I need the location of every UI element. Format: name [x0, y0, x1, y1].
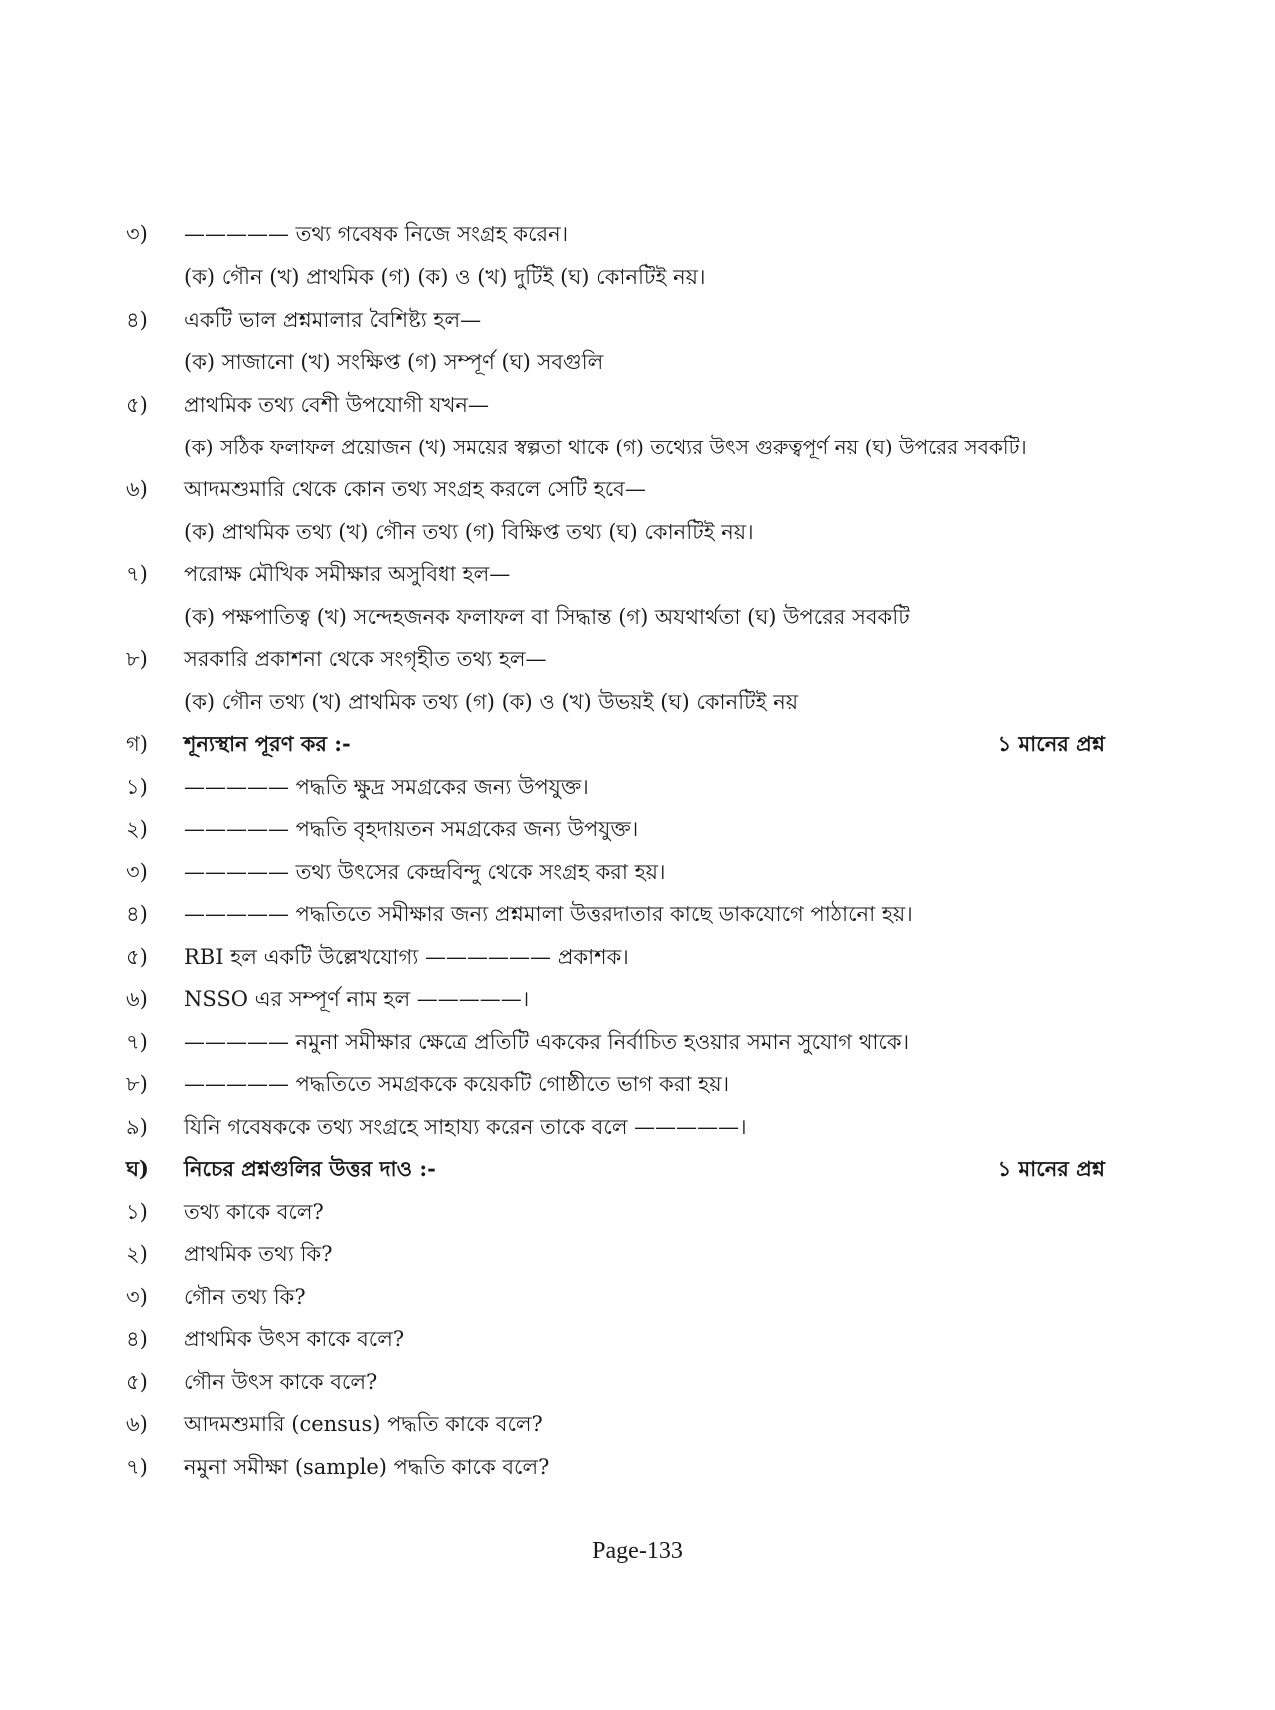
options-text: (ক) গৌন (খ) প্রাথমিক (গ) (ক) ও (খ) দুটিই (ঘ) কোনটিই নয়। [184, 265, 706, 289]
section-marks: ১ মানের প্রশ্ন [997, 731, 1105, 756]
item-text: ————— পদ্ধতিতে সমগ্রককে কয়েকটি গোষ্ঠীতে ভাগ করা হয়। [184, 1072, 730, 1096]
item-text: নমুনা সমীক্ষা (sample) পদ্ধতি কাকে বলে? [184, 1455, 550, 1479]
item-text: প্রাথমিক উৎস কাকে বলে? [184, 1327, 405, 1351]
question-text: পরোক্ষ মৌখিক সমীক্ষার অসুবিধা হল— [184, 562, 511, 586]
item-text: প্রাথমিক তথ্য কি? [184, 1242, 333, 1266]
item-text: তথ্য কাকে বলে? [184, 1200, 324, 1224]
section-number: গ) [126, 732, 148, 756]
item-text: ————— নমুনা সমীক্ষার ক্ষেত্রে প্রতিটি এককের নির্বাচিত হওয়ার সমান সুযোগ থাকে। [184, 1030, 910, 1054]
item-text: যিনি গবেষককে তথ্য সংগ্রহে সাহায্য করেন তাকে বলে —————। [184, 1115, 747, 1139]
item-number: ৯) [126, 1115, 148, 1139]
question-number: ৩) [126, 222, 148, 246]
item-number: ৮) [126, 1072, 148, 1096]
item-number: ৪) [126, 902, 148, 926]
item-number: ২) [126, 817, 148, 841]
item-text: গৌন তথ্য কি? [184, 1285, 306, 1309]
item-number: ৫) [126, 945, 148, 969]
options-text: (ক) গৌন তথ্য (খ) প্রাথমিক তথ্য (গ) (ক) ও (খ) উভয়ই (ঘ) কোনটিই নয় [184, 690, 799, 714]
question-number: ৮) [126, 647, 148, 671]
section-title: নিচের প্রশ্নগুলির উত্তর দাও :- [184, 1156, 436, 1181]
question-number: ৪) [126, 308, 148, 332]
item-number: ৬) [126, 1412, 148, 1436]
item-text: ————— পদ্ধতিতে সমীক্ষার জন্য প্রশ্নমালা উত্তরদাতার কাছে ডাকযোগে পাঠানো হয়। [184, 902, 913, 926]
item-text: ————— পদ্ধতি বৃহদায়তন সমগ্রকের জন্য উপযুক্ত। [184, 817, 639, 841]
item-text: ————— পদ্ধতি ক্ষুদ্র সমগ্রকের জন্য উপযুক্ত। [184, 775, 589, 799]
item-number: ৫) [126, 1370, 148, 1394]
options-text: (ক) সঠিক ফলাফল প্রয়োজন (খ) সময়ের স্বল্পতা থাকে (গ) তথ্যের উৎস গুরুত্বপূর্ণ নয় (ঘ) উপরের সবকটি। [184, 435, 1027, 459]
item-number: ৪) [126, 1327, 148, 1351]
item-number: ৩) [126, 860, 148, 884]
question-number: ৭) [126, 562, 148, 586]
page-number: Page-133 [592, 1538, 683, 1564]
item-text: ————— তথ্য উৎসের কেন্দ্রবিন্দু থেকে সংগ্রহ করা হয়। [184, 860, 666, 884]
question-text: আদমশুমারি থেকে কোন তথ্য সংগ্রহ করলে সেটি হবে— [184, 477, 646, 501]
question-text: ————— তথ্য গবেষক নিজে সংগ্রহ করেন। [184, 222, 569, 246]
question-text: একটি ভাল প্রশ্নমালার বৈশিষ্ট্য হল— [184, 308, 482, 332]
item-number: ৩) [126, 1285, 148, 1309]
section-number: ঘ) [126, 1156, 149, 1181]
item-number: ৭) [126, 1030, 148, 1054]
section-marks: ১ মানের প্রশ্ন [997, 1156, 1105, 1181]
item-number: ২) [126, 1242, 148, 1266]
item-text: গৌন উৎস কাকে বলে? [184, 1370, 378, 1394]
section-title: শূন্যস্থান পূরণ কর :- [184, 731, 351, 756]
item-number: ১) [126, 775, 148, 799]
item-number: ৬) [126, 987, 148, 1011]
item-number: ১) [126, 1200, 148, 1224]
item-text: NSSO এর সম্পূর্ণ নাম হল —————। [184, 987, 530, 1011]
item-text: RBI হল একটি উল্লেখযোগ্য —————— প্রকাশক। [184, 945, 629, 969]
item-text: আদমশুমারি (census) পদ্ধতি কাকে বলে? [184, 1412, 543, 1436]
question-text: প্রাথমিক তথ্য বেশী উপযোগী যখন— [184, 393, 489, 417]
question-text: সরকারি প্রকাশনা থেকে সংগৃহীত তথ্য হল— [184, 647, 547, 671]
question-number: ৫) [126, 393, 148, 417]
options-text: (ক) পক্ষপাতিত্ব (খ) সন্দেহজনক ফলাফল বা সিদ্ধান্ত (গ) অযথার্থতা (ঘ) উপরের সবকটি [184, 605, 910, 629]
options-text: (ক) প্রাথমিক তথ্য (খ) গৌন তথ্য (গ) বিক্ষিপ্ত তথ্য (ঘ) কোনটিই নয়। [184, 520, 754, 544]
options-text: (ক) সাজানো (খ) সংক্ষিপ্ত (গ) সম্পূর্ণ (ঘ) সবগুলি [184, 350, 604, 374]
question-number: ৬) [126, 477, 148, 501]
item-number: ৭) [126, 1455, 148, 1479]
